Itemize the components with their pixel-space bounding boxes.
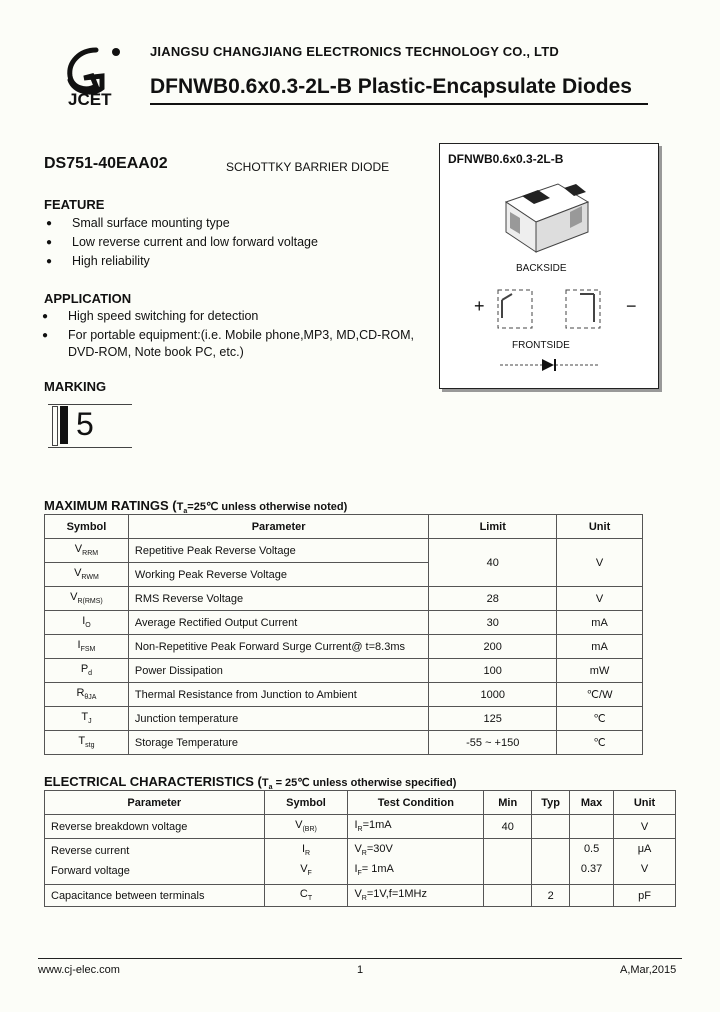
symbol-sub: T (307, 895, 313, 903)
electrical-heading-text: ELECTRICAL CHARACTERISTICS ( (44, 774, 262, 789)
parameter-cell: Junction temperature (128, 707, 428, 731)
col-unit: Unit (557, 515, 643, 539)
package-3d-drawing (498, 172, 598, 262)
table-row (45, 885, 676, 907)
unit-value: V (640, 863, 649, 875)
unit-cell: ℃ (557, 707, 643, 731)
col-parameter: Parameter (128, 515, 428, 539)
col-max: Max (570, 791, 614, 815)
part-number: DS751-40EAA02 (44, 155, 168, 172)
cond-post: =1mA (362, 819, 392, 832)
parameter-cell: RMS Reverse Voltage (128, 587, 428, 611)
limit-cell: 28 (429, 587, 557, 611)
table-row (45, 587, 643, 611)
symbol-cell (45, 587, 129, 611)
param-text: Forward voltage (51, 865, 130, 877)
cond-t: T (261, 777, 269, 789)
table-row (45, 683, 643, 707)
table-header-row (45, 791, 676, 815)
col-symbol: Symbol (45, 515, 129, 539)
cond-post: =1V,f=1MHz (366, 888, 427, 901)
symbol-sub: F (307, 870, 312, 878)
feature-heading: FEATURE (44, 197, 105, 212)
max-cell (570, 839, 614, 885)
max-cell (570, 815, 614, 839)
condition-cell (348, 815, 484, 839)
parameter-cell: Thermal Resistance from Junction to Ambient (128, 683, 428, 707)
company-name: JIANGSU CHANGJIANG ELECTRONICS TECHNOLOGY CO., LTD (150, 44, 559, 59)
table-row (45, 707, 643, 731)
symbol: P (80, 663, 89, 676)
cond-post: = 25℃ unless otherwise specified) (272, 777, 457, 789)
typ-cell (532, 839, 570, 885)
symbol-sub: d (88, 670, 93, 678)
max-ratings-heading (44, 498, 347, 515)
parameter-cell: Non-Repetitive Peak Forward Surge Current@ t=8.3ms (128, 635, 428, 659)
cond-post: = 1mA (361, 863, 394, 876)
symbol-sub: stg (85, 742, 95, 750)
symbol-sub: RWM (81, 574, 99, 582)
unit-cell: V (557, 587, 643, 611)
package-title: DFNWB0.6x0.3-2L-B (448, 152, 564, 166)
cond-line (354, 843, 483, 857)
limit-cell: 1000 (429, 683, 557, 707)
min-cell (484, 839, 532, 885)
application-list (40, 307, 414, 345)
limit-cell: 200 (429, 635, 557, 659)
cond-sub: a (183, 508, 188, 516)
symbol-sub: J (88, 718, 92, 726)
table-row (45, 539, 643, 563)
symbol-sub: R (305, 850, 311, 858)
symbol-cell (45, 731, 129, 755)
cond-sub: F (357, 870, 362, 878)
cond: V (354, 843, 362, 855)
symbol-cell (264, 839, 348, 885)
unit-cell: mA (557, 611, 643, 635)
unit-cell: ℃ (557, 731, 643, 755)
cond: V (354, 888, 362, 901)
limit-cell: 40 (429, 539, 557, 587)
cond-line (354, 863, 483, 877)
unit-cell: pF (614, 885, 676, 907)
symbol-line (265, 843, 348, 857)
list-item: ● High speed switching for detection (40, 307, 414, 326)
marking-code: 5 (76, 406, 94, 442)
unit-cell: mW (557, 659, 643, 683)
document-title: DFNWB0.6x0.3-2L-B Plastic-Encapsulate Diodes (150, 75, 632, 98)
symbol: V (70, 591, 78, 604)
symbol: V (74, 567, 82, 580)
param-text: Reverse current (51, 845, 130, 857)
col-unit: Unit (614, 791, 676, 815)
table-header-row (45, 515, 643, 539)
application-heading: APPLICATION (44, 291, 132, 306)
col-min: Min (484, 791, 532, 815)
electrical-heading (44, 774, 456, 791)
symbol-sub: RRM (82, 550, 99, 558)
cond-post: =25℃ unless otherwise noted) (187, 501, 348, 513)
symbol-cell (45, 683, 129, 707)
symbol: V (295, 819, 303, 832)
pad-layout (496, 286, 606, 336)
condition-cell (348, 839, 484, 885)
unit-cell: V (614, 815, 676, 839)
table-row (45, 635, 643, 659)
symbol-sub: FSM (80, 646, 96, 654)
symbol: V (74, 543, 83, 556)
list-item: ● Low reverse current and low forward voltage (44, 233, 318, 252)
cond-sub: R (357, 826, 363, 834)
symbol-sub: R(RMS) (77, 598, 103, 606)
title-underline (150, 103, 648, 105)
condition-cell (348, 885, 484, 907)
symbol-cell (45, 563, 129, 587)
electrical-table (44, 790, 676, 907)
cond-sub: R (361, 850, 367, 858)
unit-value: μA (637, 843, 652, 855)
footer-website[interactable]: www.cj-elec.com (38, 964, 120, 976)
parameter-cell: Power Dissipation (128, 659, 428, 683)
cond: I (354, 863, 358, 876)
table-row (45, 839, 676, 885)
table-row (45, 659, 643, 683)
symbol: I (77, 639, 81, 652)
page-number: 1 (357, 964, 364, 976)
footer-divider (38, 958, 682, 959)
symbol-sub: (BR) (302, 826, 317, 834)
package-box (439, 143, 659, 389)
parameter-cell: Reverse breakdown voltage (45, 815, 265, 839)
unit-cell: mA (557, 635, 643, 659)
max-ratings-heading-text: MAXIMUM RATINGS ( (44, 498, 177, 513)
backside-label: BACKSIDE (516, 263, 567, 274)
symbol-cell (45, 659, 129, 683)
cathode-band (60, 406, 68, 444)
symbol-line (265, 863, 348, 877)
symbol: T (78, 735, 86, 748)
min-cell (484, 885, 532, 907)
symbol-cell (264, 815, 348, 839)
symbol-sub: θJA (84, 694, 97, 702)
marking-diagram (48, 404, 132, 446)
diode-symbol-icon (500, 356, 600, 374)
part-description: SCHOTTKY BARRIER DIODE (226, 160, 390, 174)
unit-cell (614, 839, 676, 885)
table-row (45, 731, 643, 755)
max-value: 0.5 (583, 843, 600, 855)
table-row (45, 815, 676, 839)
symbol: T (81, 711, 89, 724)
frontside-label: FRONTSIDE (512, 340, 570, 351)
list-item: ● For portable equipment:(i.e. Mobile phone,MP3, MD,CD-ROM, (40, 326, 414, 345)
marking-outline (52, 406, 58, 446)
application-continuation: DVD-ROM, Note book PC, etc.) (68, 345, 244, 359)
marking-heading: MARKING (44, 379, 107, 394)
symbol: V (300, 863, 308, 876)
col-typ: Typ (532, 791, 570, 815)
parameter-cell: Average Rectified Output Current (128, 611, 428, 635)
symbol-sub: O (85, 622, 91, 630)
minus-sign: − (626, 296, 637, 316)
parameter-cell (45, 839, 265, 885)
parameter-cell: Capacitance between terminals (45, 885, 265, 907)
cond: I (354, 819, 358, 832)
parameter-cell: Storage Temperature (128, 731, 428, 755)
cond-t: T (176, 501, 184, 513)
table-row (45, 611, 643, 635)
symbol: I (301, 843, 305, 855)
feature-list (44, 214, 318, 271)
max-value: 0.37 (580, 863, 603, 875)
symbol-cell (45, 611, 129, 635)
cond-sub: R (361, 895, 367, 903)
col-condition: Test Condition (348, 791, 484, 815)
logo-text: JCET (68, 90, 112, 109)
unit-cell: ℃/W (557, 683, 643, 707)
limit-cell: 100 (429, 659, 557, 683)
plus-sign: + (474, 296, 485, 316)
col-limit: Limit (429, 515, 557, 539)
col-parameter: Parameter (45, 791, 265, 815)
limit-cell: 30 (429, 611, 557, 635)
symbol: C (299, 888, 308, 901)
typ-cell (532, 815, 570, 839)
symbol-cell (45, 707, 129, 731)
symbol-cell (45, 635, 129, 659)
symbol: I (82, 615, 86, 628)
parameter-cell: Working Peak Reverse Voltage (128, 563, 428, 587)
max-ratings-table (44, 514, 643, 755)
limit-cell: 125 (429, 707, 557, 731)
footer-date: A,Mar,2015 (620, 964, 677, 976)
cond-post: =30V (366, 843, 393, 855)
symbol: R (76, 687, 85, 700)
unit-cell: V (557, 539, 643, 587)
min-cell: 40 (484, 815, 532, 839)
list-item: ● Small surface mounting type (44, 214, 318, 233)
list-item: ● High reliability (44, 252, 318, 271)
parameter-cell: Repetitive Peak Reverse Voltage (128, 539, 428, 563)
cond-sub: a (268, 784, 273, 792)
limit-cell: -55 ~ +150 (429, 731, 557, 755)
symbol-cell (45, 539, 129, 563)
max-cell (570, 885, 614, 907)
typ-cell: 2 (532, 885, 570, 907)
col-symbol: Symbol (264, 791, 348, 815)
symbol-cell (264, 885, 348, 907)
